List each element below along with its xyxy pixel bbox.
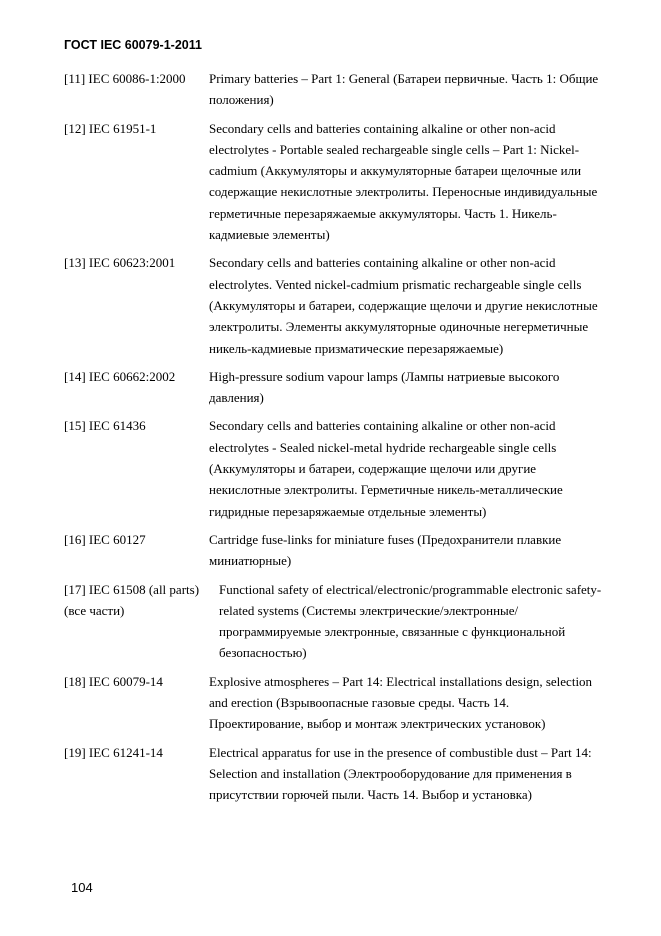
reference-text: Secondary cells and batteries containing alkaline or other non-acid electrolytes. Vented nickel-cadmium prismatic rechargeable single cells (Аккумуляторы и батареи, содержащие щелочи и другие некислотные электролиты. Элементы аккумуляторные одиночные негерметичные никель-кадмиевые призматические перезаряжаемые) [209, 255, 598, 356]
reference-text: Functional safety of electrical/electronic/programmable electronic safety-related systems (Системы электрические/электронные/программируемые электронные, связанные с функциональной безопасностью) [219, 581, 602, 661]
reference-id: [13] IEC 60623:2001 [64, 255, 176, 271]
reference-id: [18] IEC 60079-14 [64, 673, 163, 689]
reference-item [64, 671, 604, 735]
reference-text: Secondary cells and batteries containing alkaline or other non-acid electrolytes - Sealed nickel-metal hydride rechargeable single cells (Аккумуляторы и батареи, содержащие щелочи или другие некислотные электролиты. Герметичные никель-металлические гидридные перезаряжаемые отдельные элементы) [209, 418, 563, 519]
reference-text: Cartridge fuse-links for miniature fuses (Предохранители плавкие миниатюрные) [209, 531, 562, 569]
reference-item [64, 118, 604, 246]
reference-text: Primary batteries – Part 1: General (Батареи первичные. Часть 1: Общие положения) [209, 71, 599, 108]
reference-item [64, 366, 604, 409]
document-code-header: ГОСТ IEC 60079-1-2011 [64, 38, 202, 52]
reference-item [64, 415, 604, 521]
reference-id: [11] IEC 60086-1:2000 [64, 71, 186, 86]
reference-id: [12] IEC 61951-1 [64, 120, 157, 136]
reference-item [64, 68, 604, 111]
reference-item [64, 252, 604, 358]
reference-text: Secondary cells and batteries containing alkaline or other non-acid electrolytes - Portable sealed rechargeable single cells – Part 1: Nickel-cadmium (Аккумуляторы и аккумуляторные батареи щелочные или содержащие некислотные электролиты. Переносные индивидуальные герметичные перезаряжаемые аккумуляторы. Часть 1. Никель-кадмиевые элементы) [209, 120, 598, 243]
reference-text: High-pressure sodium vapour lamps (Лампы натриевые высокого давления) [209, 368, 560, 406]
reference-id: [14] IEC 60662:2002 [64, 368, 176, 384]
reference-id: [16] IEC 60127 [64, 531, 146, 547]
reference-item [64, 579, 604, 664]
reference-item [64, 529, 604, 572]
reference-text: Explosive atmospheres – Part 14: Electrical installations design, selection and erection (Взрывоопасные газовые среды. Часть 14. Проектирование, выбор и монтаж электрических установок) [209, 673, 593, 732]
reference-list [64, 68, 604, 806]
reference-id: [15] IEC 61436 [64, 418, 146, 434]
reference-id: [17] IEC 61508 (all parts) (все части) [64, 581, 200, 618]
page-number: 104 [71, 880, 93, 895]
reference-text: Electrical apparatus for use in the presence of combustible dust – Part 14: Selection and installation (Электрооборудование для применения в присутствии горючей пыли. Часть 14. Выбор и установка) [209, 744, 592, 803]
reference-item [64, 742, 604, 806]
reference-id: [19] IEC 61241-14 [64, 744, 163, 760]
